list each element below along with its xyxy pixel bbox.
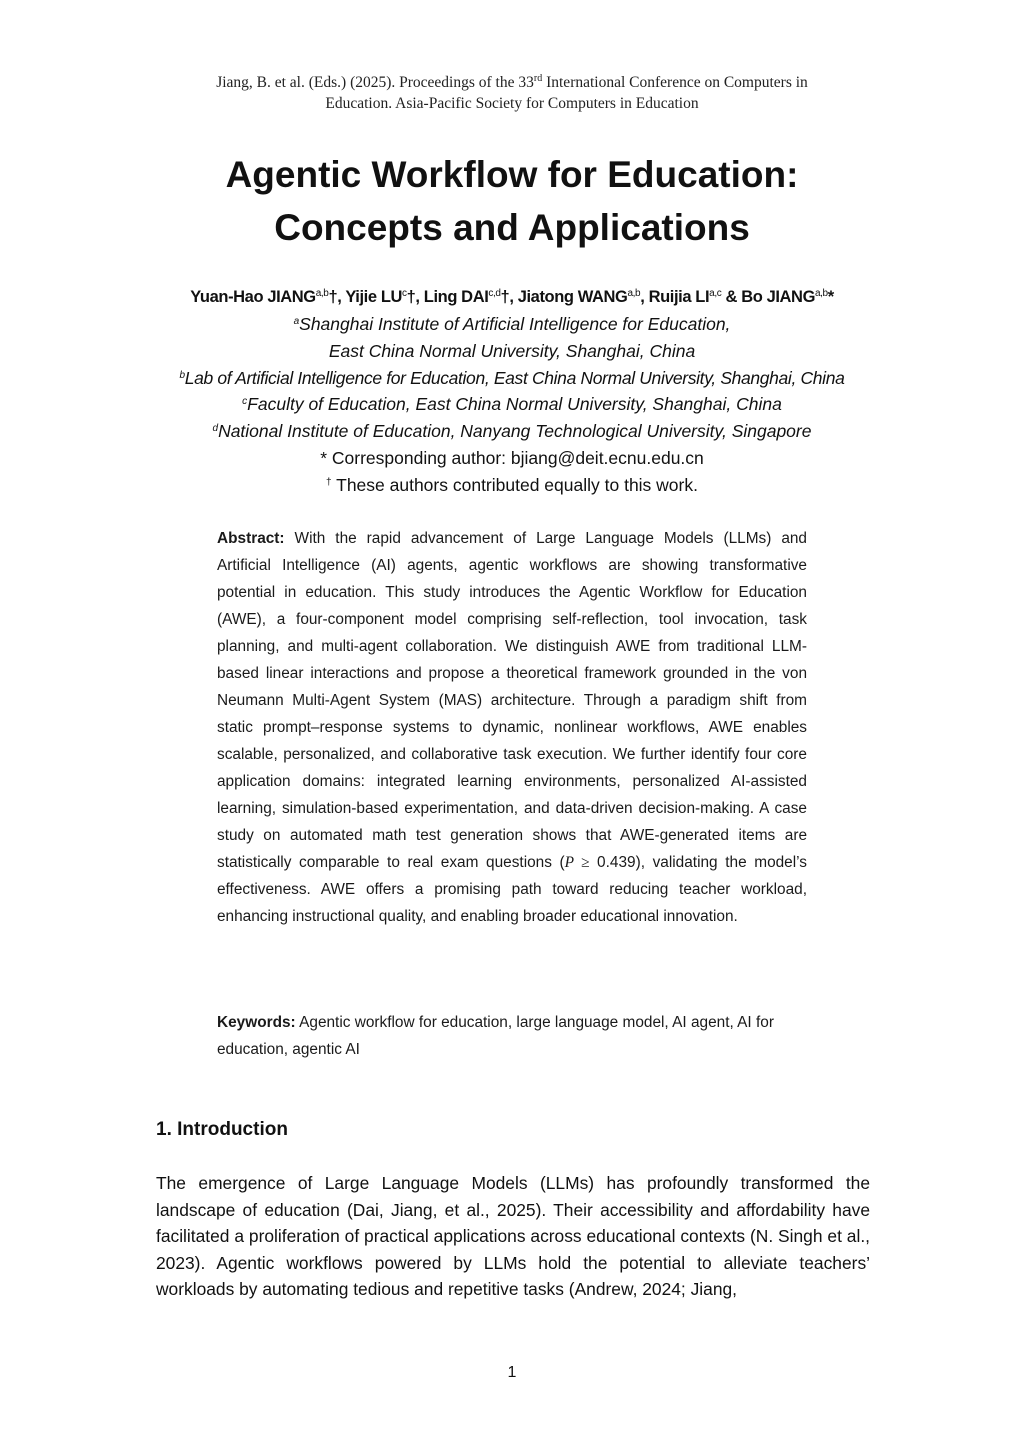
author-affiliation-sup: a,b [315,288,329,299]
abstract-label: Abstract: [217,530,285,547]
author-list [0,284,1024,310]
author-separator: , [640,288,645,306]
affiliation-sup: b [179,369,185,381]
abstract-math-p-value: P ≥ [564,854,590,871]
author-mark: * [827,288,834,306]
affiliations [0,311,1024,445]
equal-contribution-note [0,472,1024,499]
corresponding-author-note: * Corresponding author: bjiang@deit.ecnu.edu.cn [320,448,704,468]
header-line1-before: Jiang, B. et al. (Eds.) (2025). Proceedings of the 33 [216,74,534,91]
affiliation-text: Faculty of Education, East China Normal University, Shanghai, China [247,394,782,415]
affiliation-sup: a [293,316,300,327]
author-notes [0,445,1024,499]
equal-contribution-text: These authors contributed equally to this work. [331,475,698,495]
affiliation-text: Lab of Artificial Intelligence for Education, East China Normal University, Shanghai, China [184,367,845,388]
affiliation-c [0,391,1024,418]
author-name: Ling DAI [423,288,489,306]
title-line-2: Concepts and Applications [274,207,750,248]
affiliation-b [0,365,1024,392]
author-affiliation-sup: a,c [709,288,722,299]
page-number: 1 [507,1364,517,1381]
abstract-text: With the rapid advancement of Large Language Models (LLMs) and Artificial Intelligence (AI) agents, agentic workflows are showing transformative potential in education. This study introduces the Agentic Workflow for Education (AWE), a four-component model comprising self-reflection, tool invocation, task planning, and multi-agent collaboration. We distinguish AWE from traditional LLM-based linear interactions and propose a theoretical framework grounded in the von Neumann Multi-Agent System (MAS) architecture. Through a paradigm shift from static prompt–response systems to dynamic, nonlinear workflows, AWE enables scalable, personalized, and collaborative task execution. We further identify four core application domains: integrated learning environments, personalized AI-assisted learning, simulation-based experimentation, and data-driven decision-making. A case study on automated math test generation shows that AWE-generated items are statistically comparable to real exam questions ( [217,530,807,871]
author-name: Ruijia LI [648,288,710,306]
author-affiliation-sup: a,b [627,288,641,299]
affiliation-a-continued: East China Normal University, Shanghai, China [328,340,696,361]
author-mark: † [328,288,338,306]
dagger-mark: † [326,477,332,488]
affiliation-text: Shanghai Institute of Artificial Intelligence for Education, [299,314,731,334]
author-name: Yuan-Hao JIANG [190,288,316,306]
author-separator: , [337,288,342,306]
abstract-text-continued: 0.439), validating the model’s effectiveness. AWE offers a promising path toward reducing teacher workload, enhancing instructional quality, and enabling broader educational innovation. [217,854,807,925]
header-ordinal-suffix: rd [533,73,543,84]
proceedings-header [0,72,1024,114]
affiliation-sup: d [212,423,219,435]
author-name: Jiatong WANG [517,288,628,306]
header-line2: Education. Asia-Pacific Society for Computers in Education [325,95,699,112]
keywords-text: Agentic workflow for education, large language model, AI agent, AI for education, agentic AI [217,1014,774,1058]
introduction-paragraph: The emergence of Large Language Models (LLMs) has profoundly transformed the landscape of education (Dai, Jiang, et al., 2025). Their accessibility and affordability have facilitated a proliferation of practical applications across educational contexts (N. Singh et al., 2023). Agentic workflows powered by LLMs hold the potential to alleviate teachers’ workloads by automating tedious and repetitive tasks (Andrew, 2024; Jiang, [156,1173,870,1300]
author-affiliation-sup: a,b [815,288,828,299]
author-separator: , [509,288,514,306]
affiliation-sup: c [242,396,248,408]
author-name: Bo JIANG [741,288,816,306]
affiliation-d [0,418,1024,445]
author-name: Yijie LU [345,288,403,306]
author-mark: † [406,288,416,306]
affiliation-text: National Institute of Education, Nanyang Technological University, Singapore [218,421,812,442]
affiliation-a [0,311,1024,338]
header-line1-after: International Conference on Computers in [542,74,808,91]
section-heading: 1. Introduction [156,1119,288,1140]
author-affiliation-sup: c [402,288,407,299]
author-affiliation-sup: c,d [488,288,501,299]
title-line-1: Agentic Workflow for Education: [225,154,799,195]
keywords [217,1009,812,1063]
keywords-label: Keywords: [217,1014,296,1031]
author-mark: † [500,288,510,306]
author-separator: , [415,288,420,306]
paper-title [0,148,1024,254]
author-separator-ampersand: & [725,288,738,306]
abstract [217,525,807,930]
